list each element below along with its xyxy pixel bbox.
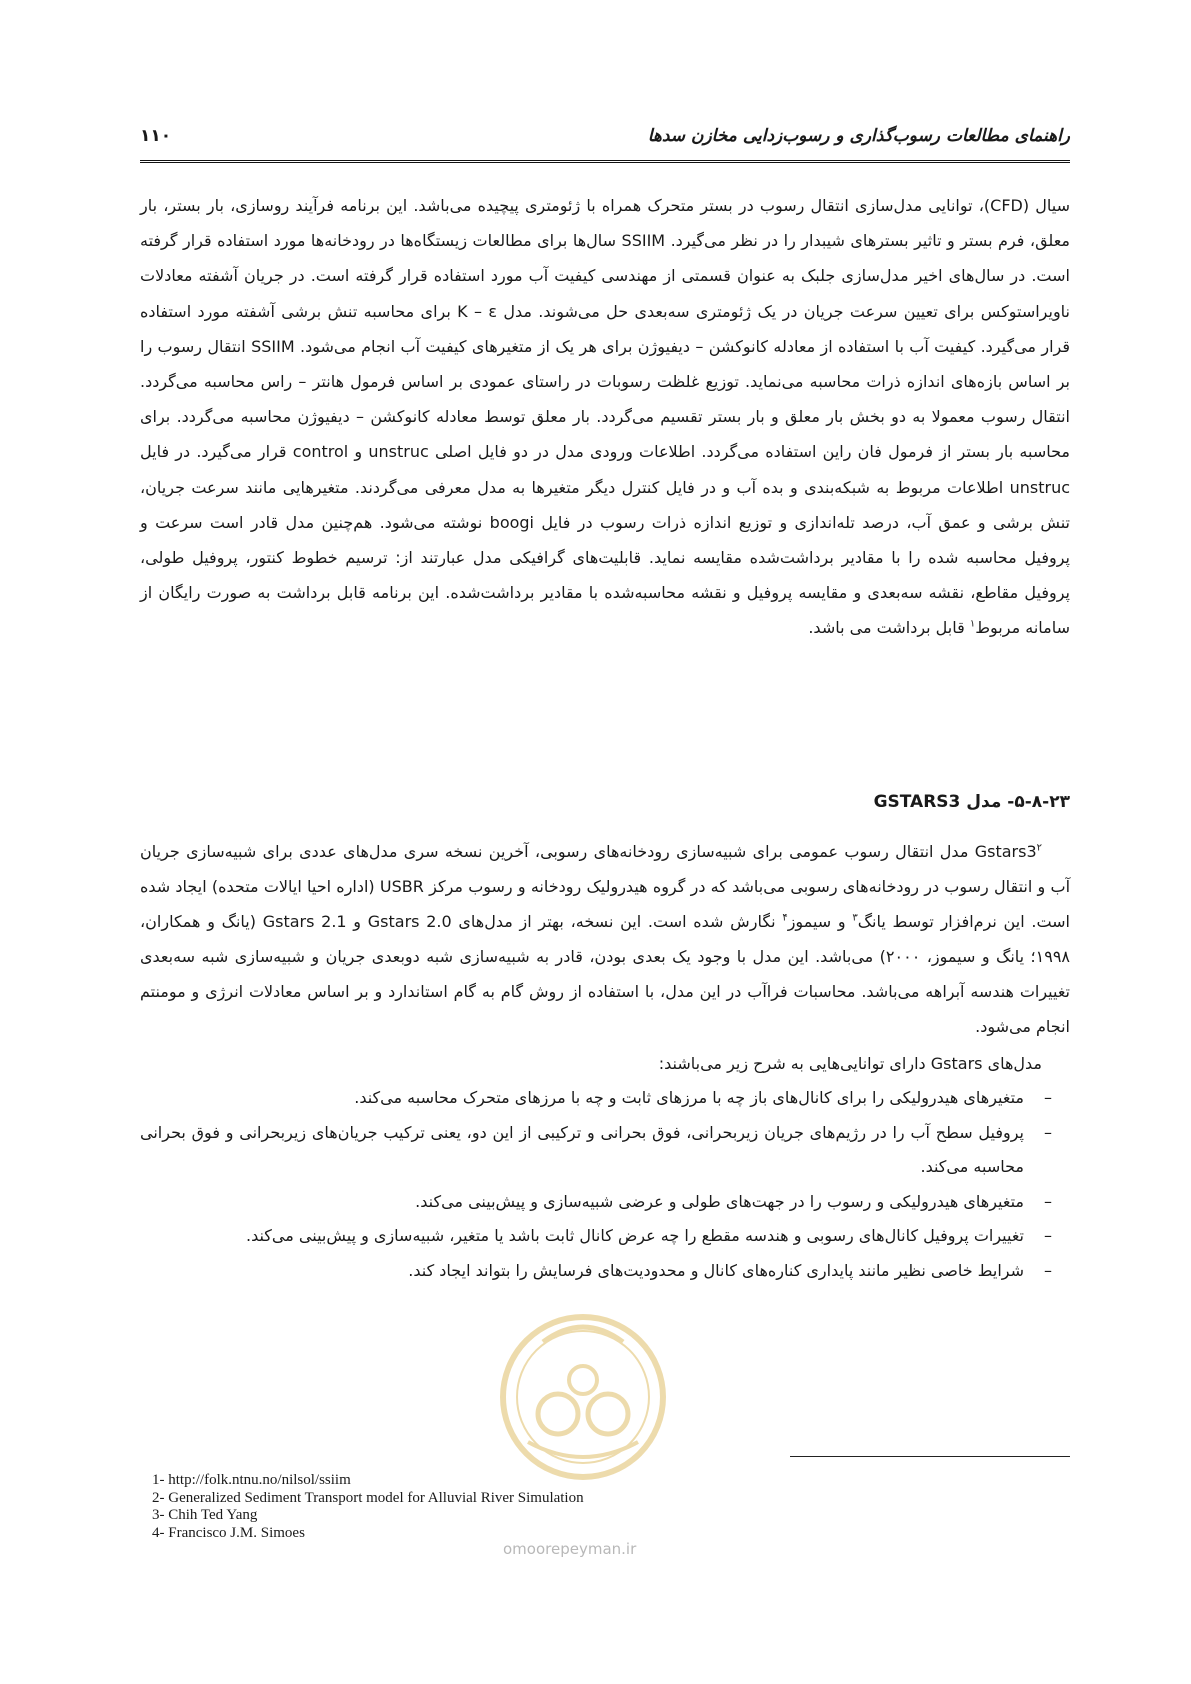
list-item-text: پروفیل سطح آب را در رژیم‌های جریان زیربحرانی، فوق بحرانی و ترکیبی از این دو، یعنی ترکیب جریان‌های زیربحرانی و فوق بحرانی محاسبه می‌کند. (140, 1122, 1024, 1176)
list-item (140, 1116, 1070, 1185)
paragraph-text-end: قابل برداشت می باشد. (808, 618, 970, 638)
capabilities-intro: مدل‌های Gstars دارای توانایی‌هایی به شرح زیر می‌باشند: (658, 1054, 1042, 1073)
list-item (140, 1254, 1070, 1289)
paragraph-ssiim (140, 188, 1070, 646)
footnote-divider (790, 1456, 1070, 1457)
footnote-mark: ۴ (782, 912, 788, 924)
paragraph-text: مدل انتقال رسوب عمومی برای شبیه‌سازی رودخانه‌های رسوبی، آخرین نسخه سری مدل‌های عددی برای شبیه‌سازی جریان آب و انتقال رسوب در رودخانه‌های رسوبی می‌باشد که در گروه هیدرولیک رودخانه و رسوب مرکز USBR (اداره احیا ایالات متحده) ایجاد شده است. این نرم‌افزار توسط یانگ (140, 842, 1071, 931)
bullet-dash: – (1044, 1122, 1052, 1142)
section-heading: ۵-۸-۲۳- مدل GSTARS3 (873, 792, 1070, 812)
paragraph-text: سیال (CFD)، توانایی مدل‌سازی انتقال رسوب در بستر متحرک همراه با ژئومتری پیچیده می‌باشد. این برنامه فرآیند روسازی، بار بستر، بار معلق، فرم بستر و تاثیر بسترهای شیبدار را در نظر می‌گیرد. SSIIM سال‌ها برای مطالعات زیستگاه‌ها در رودخانه‌ها مورد استفاده قرار گرفته است. در سال‌های اخیر مدل‌سازی جلبک به عنوان قسمتی از مهندسی کیفیت آب مورد استفاده قرار گرفته است. در جریان آشفته معادلات ناویراستوکس برای تعیین سرعت جریان در یک ژئومتری سه‌بعدی حل می‌شوند. مدل K – ε برای محاسبه تنش برشی آشفته مورد استفاده قرار می‌گیرد. کیفیت آب با استفاده از معادله کانوکشن – دیفیوژن برای هر یک از متغیرهای کیفیت آب انجام می‌شود. SSIIM انتقال رسوب را بر اساس بازه‌های اندازه ذرات محاسبه می‌نماید. توزیع غلظت رسوبات در راستای عمودی بر اساس فرمول هانتر – راس محاسبه می‌گردد. انتقال رسوب معمولا به دو بخش بار معلق و بار بستر تقسیم می‌گردد. بار معلق توسط معادله کانوکشن – دیفیوژن محاسبه می‌گردد. برای محاسبه بار بستر از فرمول فان راین استفاده می‌گردد. اطلاعات ورودی مدل در دو فایل اصلی unstruc و control قرار می‌گیرد. در فایل unstruc اطلاعات مربوط به شبکه‌بندی و بده آب و در فایل کنترل دیگر متغیرها به مدل معرفی می‌گردند. متغیرهایی مانند سرعت جریان، تنش برشی و عمق آب، درصد تله‌اندازی و توزیع اندازه ذرات رسوب در فایل boogi نوشته می‌شود. هم‌چنین مدل قادر است سرعت و پروفیل محاسبه شده را با مقادیر برداشت‌شده مقایسه نماید. قابلیت‌های گرافیکی مدل عبارتند از: ترسیم خطوط کنتور، پروفیل طولی، پروفیل مقاطع، نقشه سه‌بعدی و مقایسه پروفیل و نقشه محاسبه‌شده با مقادیر برداشت‌شده. این برنامه قابل برداشت به صورت رایگان از سامانه مربوط (140, 196, 1071, 638)
list-item (140, 1185, 1070, 1220)
page-header (140, 120, 1070, 163)
footnote-3: 3- Chih Ted Yang (152, 1507, 258, 1523)
paragraph-text: و سیموز (787, 912, 853, 931)
running-title: راهنمای مطالعات رسوب‌گذاری و رسوب‌زدایی مخازن سدها (647, 126, 1070, 146)
list-item-text: متغیرهای هیدرولیکی را برای کانال‌های باز چه با مرزهای ثابت و چه با مرزهای متحرک محاسبه می‌کند. (354, 1088, 1024, 1107)
footnote-1: 1- http://folk.ntnu.no/nilsol/ssiim (152, 1472, 351, 1488)
list-item-text: تغییرات پروفیل کانال‌های رسوبی و هندسه مقطع را چه عرض کانال ثابت باشد یا متغیر، شبیه‌سازی و پیش‌بینی می‌کند. (245, 1226, 1024, 1245)
bullet-dash: – (1044, 1226, 1052, 1245)
paragraph-text: نگارش شده است. این نسخه، بهتر از مدل‌های Gstars 2.0 و Gstars 2.1 (یانگ و همکاران، ۱۹۹۸؛ یانگ و سیموز، ۲۰۰۰) می‌باشد. این مدل با وجود یک بعدی بودن، قادر به شبیه‌سازی شبه دوبعدی جریان و شبیه‌سازی شبه سه‌بعدی تغییرات هندسه آبراهه می‌باشد. محاسبات فراآب در این مدل، با استفاده از روش گام به گام استاندارد و بر اساس معادلات انرژی و مومنتم انجام می‌شود. (140, 912, 1071, 1036)
list-item (140, 1219, 1070, 1254)
page-number: ۱۱۰ (140, 126, 172, 146)
capabilities-list (140, 1081, 1070, 1288)
bullet-dash: – (1044, 1260, 1052, 1280)
bullet-dash: – (1044, 1191, 1052, 1211)
footnote-mark: ۱ (969, 619, 976, 631)
paragraph-gstars3 (140, 834, 1070, 1044)
list-item (140, 1081, 1070, 1116)
list-item-text: متغیرهای هیدرولیکی و رسوب را در جهت‌های طولی و عرضی شبیه‌سازی و پیش‌بینی می‌کند. (415, 1191, 1024, 1211)
footnote-mark: ۲ (1036, 842, 1042, 854)
footnote-4: 4- Francisco J.M. Simoes (152, 1524, 305, 1541)
list-item-text: شرایط خاصی نظیر مانند پایداری کناره‌های کانال و محدودیت‌های فرسایش را بتواند ایجاد کند. (408, 1260, 1024, 1280)
watermark-seal-icon (488, 1302, 678, 1482)
model-name: Gstars3 (974, 842, 1037, 861)
footnotes (152, 1472, 852, 1542)
footnote-mark: ۳ (852, 912, 858, 924)
watermark-url: omoorepeyman.ir (503, 1540, 637, 1558)
bullet-dash: – (1044, 1088, 1052, 1107)
footnote-2: 2- Generalized Sediment Transport model for Alluvial River Simulation (152, 1489, 584, 1506)
section-gstars3 (140, 834, 1070, 1288)
